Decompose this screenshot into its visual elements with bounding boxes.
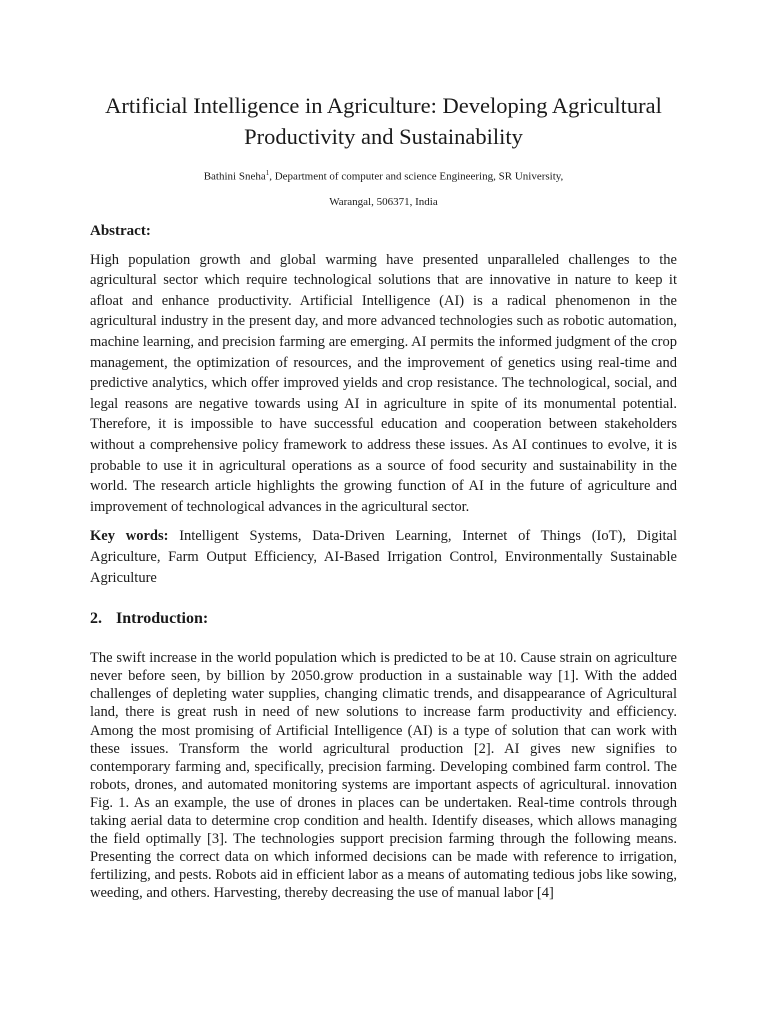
paper-title-line-2: Productivity and Sustainability	[244, 124, 523, 149]
abstract-heading: Abstract:	[90, 222, 151, 239]
author-superscript: 1	[265, 169, 270, 177]
section-number: 2.	[90, 610, 102, 628]
section-title: Introduction:	[116, 610, 209, 628]
keywords-paragraph	[90, 526, 677, 588]
keywords-text: Intelligent Systems, Data-Driven Learning, Internet of Things (IoT), Digital Agriculture, Farm Output Efficiency, AI-Based Irrigation Control, Environmentally Sustainable Agriculture	[90, 528, 677, 586]
section-heading-introduction	[90, 608, 677, 630]
author-affiliation	[90, 166, 677, 184]
author-name: Bathini Sneha	[203, 170, 266, 183]
paper-title	[90, 90, 677, 152]
author-address: Warangal, 506371, India	[329, 195, 438, 208]
introduction-body: The swift increase in the world population which is predicted to be at 10. Cause strain on agriculture never before seen, by billion by 2050.grow production in a sustainable way [1]. With the added challenges of depleting water supplies, changing climatic trends, and disappearance of Agricultural land, there is great rush in need of new solutions to increase farm productivity and efficiency. Among the most promising of Artificial Intelligence (AI) is a type of solution that can work with these issues. Transform the world agricultural production [2]. AI gives new signifies to contemporary farming and, specifically, precision farming. Developing combined farm control. The robots, drones, and automated monitoring systems are important aspects of agricultural. innovation Fig. 1. As an example, the use of drones in places can be undertaken. Real-time controls through taking aerial data to determine crop condition and health. Identify diseases, which allows managing the field optimally [3]. The technologies support precision farming through the following means. Presenting the correct data on which informed decisions can be made with reference to irrigation, fertilizing, and pests. Robots aid in efficient labor as a means of automating tedious jobs like sowing, weeding, and others. Harvesting, thereby decreasing the use of manual labor [4]	[90, 650, 677, 902]
paper-page	[90, 90, 677, 902]
keywords-label: Key words:	[90, 528, 169, 545]
abstract-body: High population growth and global warming have presented unparalleled challenges to the agricultural sector which require technological solutions that are innovative in nature to keep it afloat and enhance productivity. Artificial Intelligence (AI) is a radical phenomenon in the agricultural industry in the present day, and more advanced technologies such as robotic automation, machine learning, and precision farming are emerging. AI permits the informed judgment of the crop management, the optimization of resources, and the improvement of genetics using real-time and predictive analytics, which offer improved yields and crop resistance. The technological, social, and legal reasons are negative towards using AI in agriculture in spite of its monumental potential. Therefore, it is impossible to have successful education and cooperation between stakeholders without a comprehensive policy framework to address these issues. As AI continues to evolve, it is probable to use it in agricultural operations as a source of food security and sustainability in the world. The research article highlights the growing function of AI in the future of agriculture and improvement of technological advances in the agricultural sector.	[90, 251, 677, 515]
paper-title-line-1: Artificial Intelligence in Agriculture: Developing Agricultural	[105, 93, 662, 118]
affiliation-text: , Department of computer and science Engineering, SR University,	[269, 170, 564, 183]
